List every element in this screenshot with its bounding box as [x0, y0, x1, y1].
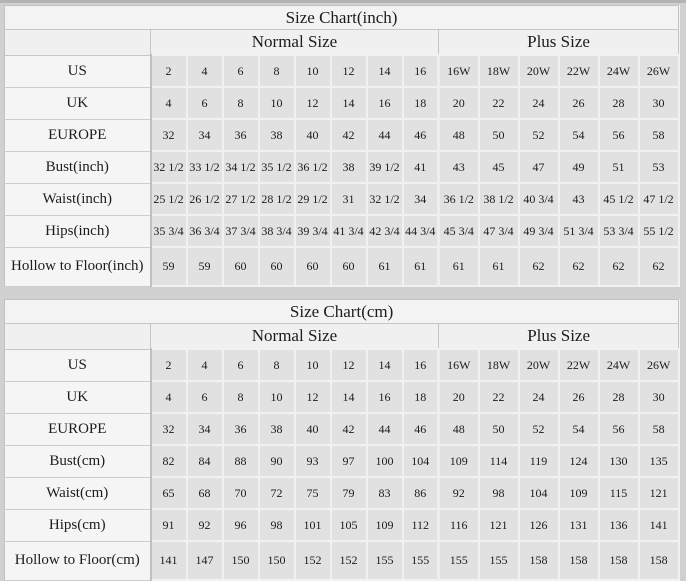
- size-cell: 4: [187, 349, 223, 381]
- size-cell: 100: [367, 445, 403, 477]
- size-cell: 135: [639, 445, 679, 477]
- size-cell: 147: [187, 541, 223, 580]
- size-cell: 12: [295, 381, 331, 413]
- size-cell: 101: [295, 509, 331, 541]
- size-cell: 54: [559, 119, 599, 151]
- size-cell: 155: [439, 541, 479, 580]
- size-cell: 36: [223, 413, 259, 445]
- size-cell: 121: [639, 477, 679, 509]
- size-cell: 82: [151, 445, 187, 477]
- size-cell: 93: [295, 445, 331, 477]
- table-row: [5, 247, 679, 286]
- size-group-header-row: [5, 324, 679, 350]
- table-title: Size Chart(inch): [5, 6, 679, 30]
- size-cell: 26W: [639, 55, 679, 87]
- size-cell: 115: [599, 477, 639, 509]
- size-cell: 37 3/4: [223, 215, 259, 247]
- row-label: Hips(inch): [5, 215, 151, 247]
- table-title-row: [5, 300, 679, 324]
- size-cell: 8: [259, 349, 295, 381]
- size-cell: 33 1/2: [187, 151, 223, 183]
- size-cell: 60: [331, 247, 367, 286]
- row-label: Hips(cm): [5, 509, 151, 541]
- table-row: [5, 381, 679, 413]
- size-cell: 43: [559, 183, 599, 215]
- size-cell: 97: [331, 445, 367, 477]
- size-cell: 26: [559, 87, 599, 119]
- size-cell: 28: [599, 87, 639, 119]
- size-cell: 14: [367, 349, 403, 381]
- size-cell: 59: [187, 247, 223, 286]
- size-cell: 53 3/4: [599, 215, 639, 247]
- size-cell: 158: [519, 541, 559, 580]
- table-title: Size Chart(cm): [5, 300, 679, 324]
- size-cell: 36 1/2: [295, 151, 331, 183]
- size-cell: 60: [223, 247, 259, 286]
- table-row: [5, 413, 679, 445]
- size-cell: 141: [151, 541, 187, 580]
- size-cell: 40: [295, 119, 331, 151]
- size-cell: 20W: [519, 55, 559, 87]
- size-cell: 83: [367, 477, 403, 509]
- size-cell: 6: [223, 55, 259, 87]
- size-cell: 16W: [439, 349, 479, 381]
- size-cell: 32: [151, 413, 187, 445]
- size-cell: 47 3/4: [479, 215, 519, 247]
- size-cell: 41: [403, 151, 439, 183]
- size-cell: 6: [187, 381, 223, 413]
- size-cell: 18W: [479, 55, 519, 87]
- size-cell: 90: [259, 445, 295, 477]
- size-cell: 155: [367, 541, 403, 580]
- size-cell: 34: [187, 413, 223, 445]
- size-cell: 16: [367, 87, 403, 119]
- size-cell: 26 1/2: [187, 183, 223, 215]
- size-cell: 18W: [479, 349, 519, 381]
- size-cell: 35 1/2: [259, 151, 295, 183]
- size-cell: 44: [367, 413, 403, 445]
- size-cell: 35 3/4: [151, 215, 187, 247]
- size-cell: 25 1/2: [151, 183, 187, 215]
- size-cell: 24W: [599, 349, 639, 381]
- size-cell: 30: [639, 87, 679, 119]
- size-cell: 48: [439, 119, 479, 151]
- size-cell: 54: [559, 413, 599, 445]
- size-cell: 141: [639, 509, 679, 541]
- size-cell: 36 1/2: [439, 183, 479, 215]
- size-cell: 56: [599, 119, 639, 151]
- size-cell: 12: [295, 87, 331, 119]
- size-cell: 155: [403, 541, 439, 580]
- row-label: Waist(cm): [5, 477, 151, 509]
- size-cell: 112: [403, 509, 439, 541]
- size-cell: 51: [599, 151, 639, 183]
- size-cell: 109: [367, 509, 403, 541]
- size-cell: 28: [599, 381, 639, 413]
- size-cell: 61: [439, 247, 479, 286]
- size-cell: 41 3/4: [331, 215, 367, 247]
- size-cell: 46: [403, 119, 439, 151]
- size-cell: 62: [599, 247, 639, 286]
- size-cell: 24W: [599, 55, 639, 87]
- size-cell: 42: [331, 119, 367, 151]
- table-row: [5, 215, 679, 247]
- table-row: [5, 119, 679, 151]
- size-cell: 96: [223, 509, 259, 541]
- size-cell: 32: [151, 119, 187, 151]
- size-cell: 22W: [559, 349, 599, 381]
- size-cell: 39 3/4: [295, 215, 331, 247]
- row-label: Bust(cm): [5, 445, 151, 477]
- size-cell: 84: [187, 445, 223, 477]
- size-cell: 92: [439, 477, 479, 509]
- normal-size-header: Normal Size: [151, 30, 439, 56]
- page-top-edge: [0, 0, 686, 3]
- row-label: Bust(inch): [5, 151, 151, 183]
- size-cell: 36: [223, 119, 259, 151]
- size-cell: 32 1/2: [367, 183, 403, 215]
- size-cell: 16: [367, 381, 403, 413]
- size-cell: 116: [439, 509, 479, 541]
- size-cell: 65: [151, 477, 187, 509]
- table-title-row: [5, 6, 679, 30]
- size-cell: 105: [331, 509, 367, 541]
- size-cell: 24: [519, 381, 559, 413]
- size-cell: 31: [331, 183, 367, 215]
- size-cell: 40 3/4: [519, 183, 559, 215]
- size-cell: 62: [639, 247, 679, 286]
- size-cell: 44 3/4: [403, 215, 439, 247]
- size-cell: 98: [259, 509, 295, 541]
- corner-cell: [5, 30, 151, 56]
- plus-size-header: Plus Size: [439, 30, 679, 56]
- size-cell: 158: [559, 541, 599, 580]
- table-row: [5, 55, 679, 87]
- size-cell: 158: [599, 541, 639, 580]
- size-cell: 92: [187, 509, 223, 541]
- size-cell: 44: [367, 119, 403, 151]
- size-cell: 8: [223, 87, 259, 119]
- size-cell: 47 1/2: [639, 183, 679, 215]
- size-cell: 29 1/2: [295, 183, 331, 215]
- size-cell: 70: [223, 477, 259, 509]
- table-row: [5, 509, 679, 541]
- size-cell: 24: [519, 87, 559, 119]
- size-cell: 39 1/2: [367, 151, 403, 183]
- row-label: EUROPE: [5, 119, 151, 151]
- size-cell: 124: [559, 445, 599, 477]
- size-cell: 30: [639, 381, 679, 413]
- table-row: [5, 151, 679, 183]
- size-cell: 109: [439, 445, 479, 477]
- size-cell: 38 1/2: [479, 183, 519, 215]
- size-cell: 22: [479, 381, 519, 413]
- size-cell: 58: [639, 119, 679, 151]
- size-cell: 72: [259, 477, 295, 509]
- size-cell: 12: [331, 55, 367, 87]
- size-cell: 16: [403, 55, 439, 87]
- plus-size-header: Plus Size: [439, 324, 679, 350]
- size-cell: 20W: [519, 349, 559, 381]
- size-cell: 152: [331, 541, 367, 580]
- size-cell: 104: [519, 477, 559, 509]
- size-cell: 10: [295, 55, 331, 87]
- size-chart-inch-table: [4, 5, 680, 287]
- size-cell: 36 3/4: [187, 215, 223, 247]
- size-cell: 12: [331, 349, 367, 381]
- size-cell: 26: [559, 381, 599, 413]
- size-cell: 8: [259, 55, 295, 87]
- size-cell: 22W: [559, 55, 599, 87]
- size-cell: 150: [259, 541, 295, 580]
- size-cell: 91: [151, 509, 187, 541]
- size-cell: 18: [403, 381, 439, 413]
- size-chart-cm-table: [4, 299, 680, 581]
- size-cell: 4: [151, 87, 187, 119]
- size-cell: 38: [331, 151, 367, 183]
- size-cell: 49: [559, 151, 599, 183]
- size-cell: 46: [403, 413, 439, 445]
- size-cell: 47: [519, 151, 559, 183]
- size-cell: 16: [403, 349, 439, 381]
- size-cell: 20: [439, 87, 479, 119]
- size-cell: 38: [259, 413, 295, 445]
- size-cell: 52: [519, 413, 559, 445]
- size-cell: 59: [151, 247, 187, 286]
- size-cell: 14: [331, 381, 367, 413]
- row-label: Hollow to Floor(inch): [5, 247, 151, 286]
- size-cell: 26W: [639, 349, 679, 381]
- size-cell: 10: [295, 349, 331, 381]
- size-cell: 61: [403, 247, 439, 286]
- size-cell: 150: [223, 541, 259, 580]
- size-cell: 27 1/2: [223, 183, 259, 215]
- size-cell: 34: [403, 183, 439, 215]
- size-cell: 61: [367, 247, 403, 286]
- size-cell: 8: [223, 381, 259, 413]
- size-cell: 109: [559, 477, 599, 509]
- size-cell: 45 1/2: [599, 183, 639, 215]
- size-cell: 75: [295, 477, 331, 509]
- size-cell: 2: [151, 349, 187, 381]
- size-cell: 16W: [439, 55, 479, 87]
- table-row: [5, 183, 679, 215]
- size-cell: 86: [403, 477, 439, 509]
- table-row: [5, 349, 679, 381]
- size-cell: 155: [479, 541, 519, 580]
- size-cell: 52: [519, 119, 559, 151]
- size-cell: 136: [599, 509, 639, 541]
- size-cell: 152: [295, 541, 331, 580]
- table-row: [5, 477, 679, 509]
- size-cell: 10: [259, 381, 295, 413]
- row-label: UK: [5, 87, 151, 119]
- row-label: Hollow to Floor(cm): [5, 541, 151, 580]
- size-cell: 42 3/4: [367, 215, 403, 247]
- size-cell: 10: [259, 87, 295, 119]
- size-cell: 55 1/2: [639, 215, 679, 247]
- row-label: US: [5, 55, 151, 87]
- size-cell: 56: [599, 413, 639, 445]
- size-cell: 50: [479, 119, 519, 151]
- size-cell: 38 3/4: [259, 215, 295, 247]
- size-cell: 60: [295, 247, 331, 286]
- size-cell: 60: [259, 247, 295, 286]
- row-label: UK: [5, 381, 151, 413]
- row-label: Waist(inch): [5, 183, 151, 215]
- size-cell: 62: [519, 247, 559, 286]
- size-group-header-row: [5, 30, 679, 56]
- size-cell: 43: [439, 151, 479, 183]
- size-cell: 50: [479, 413, 519, 445]
- size-cell: 114: [479, 445, 519, 477]
- size-cell: 98: [479, 477, 519, 509]
- size-cell: 20: [439, 381, 479, 413]
- size-cell: 61: [479, 247, 519, 286]
- size-cell: 4: [151, 381, 187, 413]
- size-cell: 130: [599, 445, 639, 477]
- size-chart-cm-body: [5, 349, 679, 580]
- size-cell: 126: [519, 509, 559, 541]
- size-cell: 14: [331, 87, 367, 119]
- size-cell: 49 3/4: [519, 215, 559, 247]
- table-row: [5, 445, 679, 477]
- size-cell: 34 1/2: [223, 151, 259, 183]
- size-cell: 6: [223, 349, 259, 381]
- size-cell: 121: [479, 509, 519, 541]
- size-cell: 34: [187, 119, 223, 151]
- size-cell: 40: [295, 413, 331, 445]
- size-cell: 6: [187, 87, 223, 119]
- size-cell: 38: [259, 119, 295, 151]
- size-cell: 88: [223, 445, 259, 477]
- normal-size-header: Normal Size: [151, 324, 439, 350]
- size-cell: 131: [559, 509, 599, 541]
- size-cell: 22: [479, 87, 519, 119]
- size-cell: 51 3/4: [559, 215, 599, 247]
- table-row: [5, 87, 679, 119]
- table-row: [5, 541, 679, 580]
- size-cell: 119: [519, 445, 559, 477]
- size-cell: 14: [367, 55, 403, 87]
- corner-cell: [5, 324, 151, 350]
- row-label: US: [5, 349, 151, 381]
- size-cell: 45: [479, 151, 519, 183]
- size-cell: 53: [639, 151, 679, 183]
- size-cell: 58: [639, 413, 679, 445]
- size-cell: 28 1/2: [259, 183, 295, 215]
- size-cell: 45 3/4: [439, 215, 479, 247]
- size-cell: 62: [559, 247, 599, 286]
- size-cell: 68: [187, 477, 223, 509]
- size-cell: 158: [639, 541, 679, 580]
- size-chart-inch-body: [5, 55, 679, 286]
- size-cell: 104: [403, 445, 439, 477]
- size-cell: 18: [403, 87, 439, 119]
- row-label: EUROPE: [5, 413, 151, 445]
- size-cell: 79: [331, 477, 367, 509]
- size-cell: 4: [187, 55, 223, 87]
- size-cell: 42: [331, 413, 367, 445]
- size-cell: 2: [151, 55, 187, 87]
- size-cell: 48: [439, 413, 479, 445]
- size-cell: 32 1/2: [151, 151, 187, 183]
